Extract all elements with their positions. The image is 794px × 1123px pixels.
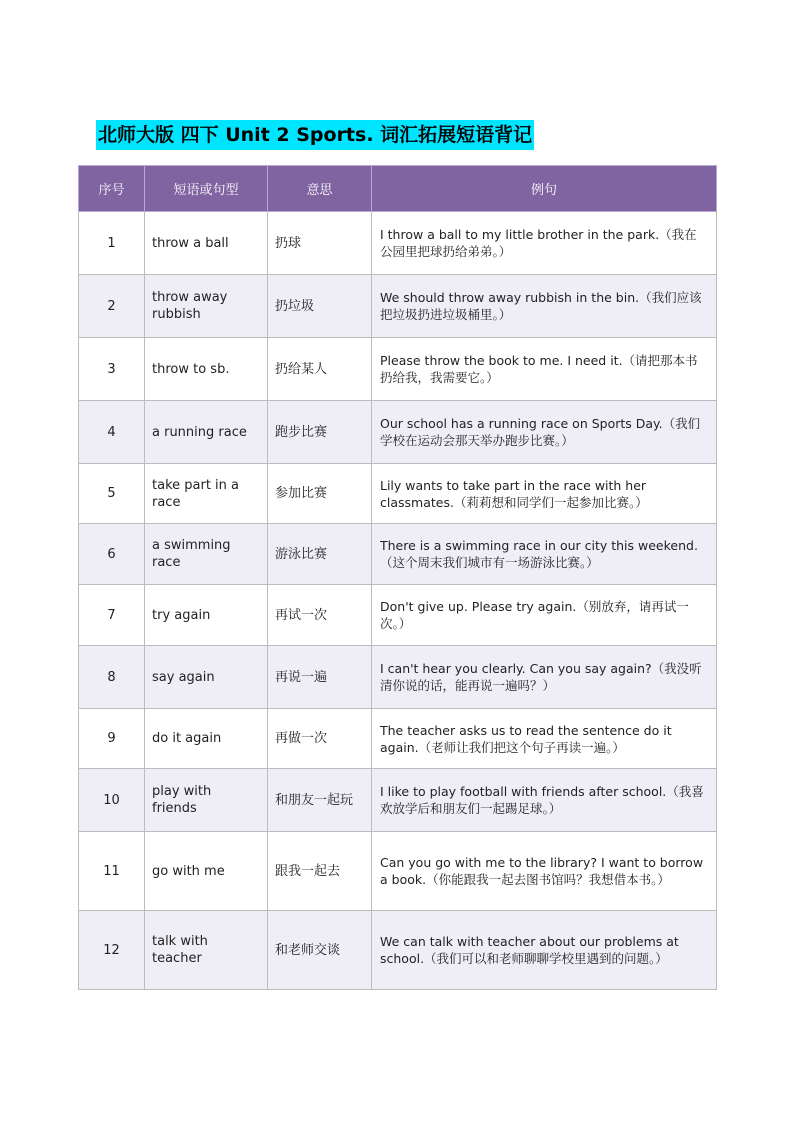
row-meaning: 跟我一起去 — [268, 832, 372, 911]
table-row — [79, 401, 717, 464]
row-meaning: 参加比赛 — [268, 464, 372, 524]
row-number: 5 — [79, 464, 145, 524]
header-number: 序号 — [79, 166, 145, 212]
row-example: I can't hear you clearly. Can you say again?（我没听清你说的话，能再说一遍吗？） — [372, 646, 717, 709]
row-phrase: say again — [145, 646, 268, 709]
row-phrase: do it again — [145, 709, 268, 769]
table-row — [79, 646, 717, 709]
row-phrase: take part in a race — [145, 464, 268, 524]
row-number: 2 — [79, 275, 145, 338]
table-row — [79, 338, 717, 401]
row-example: I throw a ball to my little brother in the park.（我在公园里把球扔给弟弟。） — [372, 212, 717, 275]
table-row — [79, 911, 717, 990]
row-number: 7 — [79, 585, 145, 646]
table-row — [79, 524, 717, 585]
row-number: 4 — [79, 401, 145, 464]
row-number: 12 — [79, 911, 145, 990]
row-phrase: a swimming race — [145, 524, 268, 585]
row-phrase: throw to sb. — [145, 338, 268, 401]
row-number: 10 — [79, 769, 145, 832]
row-example: Don't give up. Please try again.（别放弃，请再试一次。） — [372, 585, 717, 646]
row-meaning: 扔给某人 — [268, 338, 372, 401]
row-example: The teacher asks us to read the sentence do it again.（老师让我们把这个句子再读一遍。） — [372, 709, 717, 769]
row-example: I like to play football with friends after school.（我喜欢放学后和朋友们一起踢足球。） — [372, 769, 717, 832]
table-row — [79, 709, 717, 769]
row-meaning: 扔球 — [268, 212, 372, 275]
table-row — [79, 585, 717, 646]
row-meaning: 游泳比赛 — [268, 524, 372, 585]
table-row — [79, 464, 717, 524]
row-example: We should throw away rubbish in the bin.（我们应该把垃圾扔进垃圾桶里。） — [372, 275, 717, 338]
page-title: 北师大版 四下 Unit 2 Sports. 词汇拓展短语背记 — [96, 120, 534, 150]
row-number: 6 — [79, 524, 145, 585]
row-meaning: 和老师交谈 — [268, 911, 372, 990]
row-phrase: talk with teacher — [145, 911, 268, 990]
table-row — [79, 769, 717, 832]
table-row — [79, 832, 717, 911]
row-example: Can you go with me to the library? I want to borrow a book.（你能跟我一起去图书馆吗？我想借本书。） — [372, 832, 717, 911]
row-example: Our school has a running race on Sports Day.（我们学校在运动会那天举办跑步比赛。） — [372, 401, 717, 464]
row-phrase: play with friends — [145, 769, 268, 832]
row-meaning: 跑步比赛 — [268, 401, 372, 464]
row-phrase: try again — [145, 585, 268, 646]
row-meaning: 扔垃圾 — [268, 275, 372, 338]
header-phrase: 短语或句型 — [145, 166, 268, 212]
header-example: 例句 — [372, 166, 717, 212]
header-meaning: 意思 — [268, 166, 372, 212]
row-number: 1 — [79, 212, 145, 275]
row-phrase: throw a ball — [145, 212, 268, 275]
row-example: Lily wants to take part in the race with her classmates.（莉莉想和同学们一起参加比赛。） — [372, 464, 717, 524]
row-phrase: go with me — [145, 832, 268, 911]
table-row — [79, 275, 717, 338]
table-header-row — [79, 166, 717, 212]
row-phrase: a running race — [145, 401, 268, 464]
row-number: 11 — [79, 832, 145, 911]
row-meaning: 再试一次 — [268, 585, 372, 646]
row-example: Please throw the book to me. I need it.（请把那本书扔给我，我需要它。） — [372, 338, 717, 401]
row-phrase: throw away rubbish — [145, 275, 268, 338]
row-meaning: 再说一遍 — [268, 646, 372, 709]
row-number: 3 — [79, 338, 145, 401]
row-number: 9 — [79, 709, 145, 769]
row-example: There is a swimming race in our city this weekend.（这个周末我们城市有一场游泳比赛。） — [372, 524, 717, 585]
row-meaning: 和朋友一起玩 — [268, 769, 372, 832]
row-number: 8 — [79, 646, 145, 709]
row-meaning: 再做一次 — [268, 709, 372, 769]
row-example: We can talk with teacher about our problems at school.（我们可以和老师聊聊学校里遇到的问题。） — [372, 911, 717, 990]
table-row — [79, 212, 717, 275]
vocabulary-table — [78, 165, 717, 990]
